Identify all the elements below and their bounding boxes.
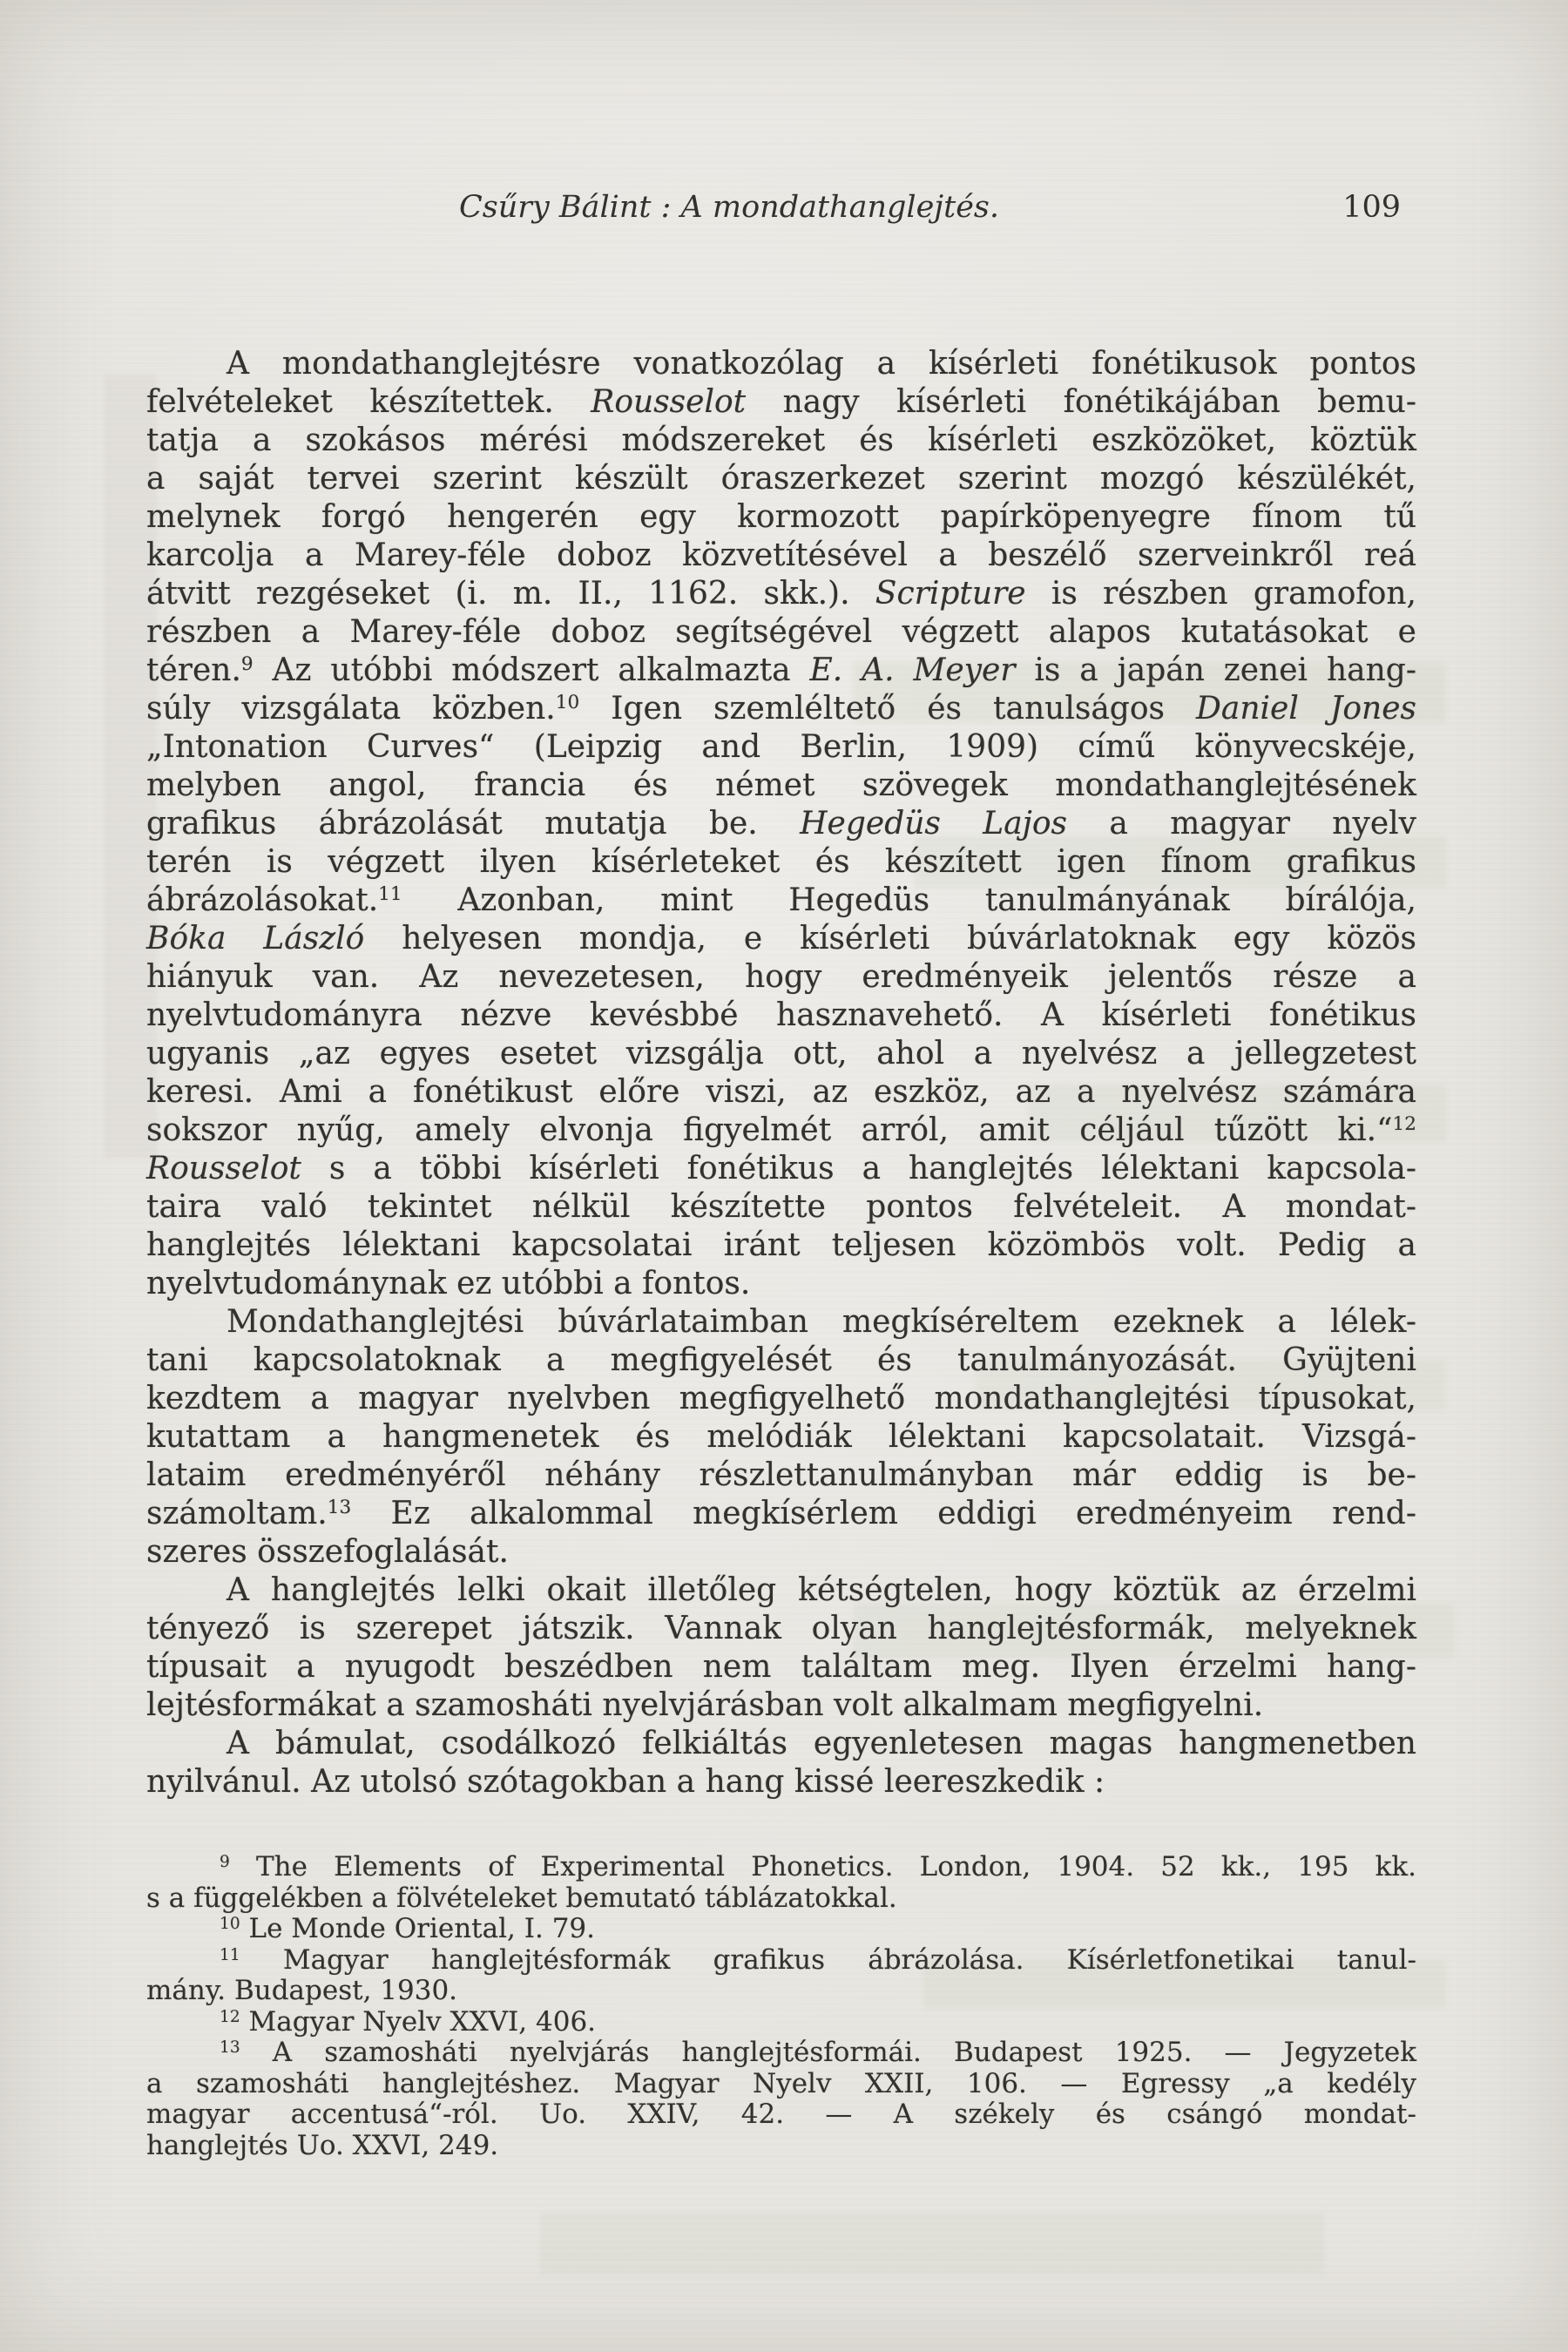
italic-name: Daniel Jones [1196,691,1416,727]
text-line: sokszor nyűg, amely elvonja figyelmét arról, amit céljául tűzött ki.“12 [146,1112,1416,1148]
text-line [146,1976,1416,2007]
text-line [146,1571,1416,1610]
text-segment: keresi. Ami a fonétikust előre viszi, az eszköz, az a nyelvész számára [146,1074,1416,1110]
text-line [146,345,1416,383]
scan-artifact [540,2213,1324,2274]
text-line: 9 The Elements of Experimental Phonetics. London, 1904. 52 kk., 195 kk. [220,1851,1416,1882]
text-segment: Az utóbbi módszert alkalmazta [253,652,810,688]
text-segment: nyilvánul. Az utolsó szótagokban a hang kissé leereszkedik : [146,1764,1105,1800]
body-text [146,345,1416,1801]
text-line [146,575,1416,613]
footnote-9 [146,1852,1416,1914]
running-head-title: Csűry Bálint : A mondathanglejtés. [458,190,1000,225]
text-line [146,2131,1416,2162]
text-segment: helyesen mondja, e kísérleti búvárlatoknak egy közös [364,921,1416,956]
text-line [146,2069,1416,2100]
italic-name: E. A. Meyer [809,652,1016,688]
text-segment: típusait a nyugodt beszédben nem találtam meg. Ilyen érzelmi hang- [146,1649,1416,1685]
text-segment: Le Monde Oriental, I. 79. [240,1913,596,1944]
page-number: 109 [1342,190,1401,225]
text-line [146,843,1416,882]
text-segment: nyelvtudományra nézve kevésbbé hasznavehető. A kísérleti fonétikus [146,997,1416,1033]
text-segment: s a függelékben a fölvételeket bemutató táblázatokkal. [146,1882,897,1914]
text-segment: mány. Budapest, 1930. [146,1975,458,2006]
text-line [146,997,1416,1035]
text-line [146,1188,1416,1227]
text-line [146,1610,1416,1648]
text-segment: grafikus ábrázolását mutatja be. [146,806,801,841]
text-line [146,1686,1416,1725]
text-line [146,460,1416,498]
text-line [146,728,1416,767]
text-segment: lataim eredményéről néhány részlettanulmányban már eddig is be- [146,1457,1416,1493]
text-line [146,1648,1416,1686]
text-line: 12 Magyar Nyelv XXVI, 406. [220,2005,597,2038]
text-line [146,1533,1416,1571]
text-line [146,767,1416,805]
text-segment: nyelvtudománynak ez utóbbi a fontos. [146,1266,751,1301]
paragraph-1 [146,345,1416,1303]
paragraph-4 [146,1725,1416,1801]
footnote-11 [146,1945,1416,2007]
text-line: 11 Magyar hanglejtésformák grafikus ábrázolása. Kísérletfonetikai tanul- [220,1943,1416,1976]
text-segment: tani kapcsolatoknak a megfigyelését és tanulmányozását. Gyüjteni [146,1342,1416,1378]
text-line [146,1227,1416,1265]
italic-name: Bóka László [146,921,365,956]
text-line [146,537,1416,575]
text-line [146,1725,1416,1763]
text-segment: melyben angol, francia és német szövegek mondathanglejtésének [146,767,1416,803]
text-segment: súly vizsgálata közben. [146,691,556,727]
text-segment: szeres összefoglalását. [146,1534,509,1570]
text-line [146,383,1416,422]
text-segment: sokszor nyűg, amely elvonja figyelmét arról, amit céljául tűzött ki.“ [146,1112,1393,1148]
text-line [146,1456,1416,1495]
text-segment: is a japán zenei hang- [1015,652,1416,688]
italic-name: Hegedüs Lajos [800,806,1067,841]
text-line: ábrázolásokat.11 Azonban, mint Hegedüs tanulmányának bírálója, [146,882,1416,918]
text-segment: s a többi kísérleti fonétikus a hanglejtés lélektani kapcsola- [301,1151,1416,1186]
text-segment: tatja a szokásos mérési módszereket és kísérleti eszközöket, köztük [146,422,1416,458]
text-segment: A mondathanglejtésre vonatkozólag a kísérleti fonétikusok pontos [226,346,1416,382]
text-line [146,958,1416,997]
footnote-10 [146,1914,1416,1945]
text-segment: ábrázolásokat. [146,882,379,918]
italic-name: Rousselot [146,1151,301,1186]
paragraph-2 [146,1303,1416,1571]
text-segment: részben a Marey-féle doboz segítségével végzett alapos kutatásokat e [146,614,1416,650]
text-segment: Azonban, mint Hegedüs tanulmányának bírálója, [402,882,1416,918]
text-segment: hiányuk van. Az nevezetesen, hogy eredményeik jelentős része a [146,959,1416,995]
text-segment: A bámulat, csodálkozó felkiáltás egyenletesen magas hangmenetben [226,1726,1416,1761]
text-line: 13 A szamosháti nyelvjárás hanglejtésformái. Budapest 1925. — Jegyzetek [220,2037,1416,2068]
text-line [146,2099,1416,2131]
text-segment: hanglejtés Uo. XXVI, 249. [146,2129,499,2161]
text-segment: Ez alkalommal megkísérlem eddigi eredményeim rend- [351,1496,1416,1531]
text-segment: kutattam a hangmenetek és melódiák lélektani kapcsolatait. Vizsgá- [146,1419,1416,1455]
text-line [146,1150,1416,1188]
text-line [146,920,1416,958]
text-segment: melynek forgó hengerén egy kormozott papírköpenyegre fínom tű [146,499,1416,535]
text-segment: a szamosháti hanglejtéshez. Magyar Nyelv XXII, 106. — Egressy „a kedély [146,2067,1416,2099]
text-line [146,1380,1416,1418]
text-segment: átvitt rezgéseket (i. m. II., 1162. skk.). [146,576,875,612]
text-line [146,1035,1416,1073]
text-line [146,1418,1416,1456]
text-segment: A hanglejtés lelki okait illetőleg kétségtelen, hogy köztük az érzelmi [226,1572,1416,1608]
text-segment: kezdtem a magyar nyelvben megfigyelhető mondathanglejtési típusokat, [146,1381,1416,1416]
text-segment: The Elements of Experimental Phonetics. London, 1904. 52 kk., 195 kk. [229,1851,1416,1882]
text-segment: nagy kísérleti fonétikájában bemu- [746,384,1416,420]
text-segment: Igen szemléltető és tanulságos [579,691,1197,727]
text-line [146,1303,1416,1342]
text-segment: ugyanis „az egyes esetet vizsgálja ott, ahol a nyelvész a jellegzetest [146,1036,1416,1071]
text-line: számoltam.13 Ez alkalommal megkísérlem eddigi eredményeim rend- [146,1496,1416,1531]
italic-name: Scripture [875,576,1026,612]
text-line [146,498,1416,537]
text-line [146,1883,1416,1915]
text-segment: lejtésformákat a szamosháti nyelvjárásban volt alkalmam megfigyelni. [146,1687,1264,1723]
text-line [146,1763,1416,1801]
text-segment: taira való tekintet nélkül készítette pontos felvételeit. A mondat- [146,1189,1416,1225]
footnote-12 [146,2007,1416,2038]
text-segment: magyar accentusá“-ról. Uo. XXIV, 42. — A székely és csángó mondat- [146,2099,1416,2130]
text-segment: téren. [146,652,241,688]
text-segment: A szamosháti nyelvjárás hanglejtésformái. Budapest 1925. — Jegyzetek [240,2037,1416,2068]
footnotes [146,1852,1416,2161]
text-segment: „Intonation Curves“ (Leipzig and Berlin, 1909) című könyvecskéje, [146,729,1416,765]
text-line: súly vizsgálata közben.10 Igen szemléltető és tanulságos Daniel Jones [146,691,1416,727]
text-segment: karcolja a Marey-féle doboz közvetítésével a beszélő szerveinkről reá [146,537,1416,573]
text-line [146,1073,1416,1112]
text-segment: tényező is szerepet játszik. Vannak olyan hanglejtésformák, melyeknek [146,1611,1416,1646]
footnote-13 [146,2038,1416,2161]
running-head [146,188,1416,226]
text-segment: a saját tervei szerint készült óraszerkezet szerint mozgó készülékét, [146,461,1416,497]
italic-name: Rousselot [591,384,747,420]
text-segment: a magyar nyelv [1066,806,1416,841]
text-line [146,613,1416,652]
text-segment: Magyar Nyelv XXVI, 406. [240,2005,597,2038]
text-segment: Magyar hanglejtésformák grafikus ábrázolása. Kísérletfonetikai tanul- [240,1943,1416,1976]
text-segment: hanglejtés lélektani kapcsolatai iránt teljesen közömbös volt. Pedig a [146,1227,1416,1263]
text-segment: felvételeket készítettek. [146,384,591,420]
text-segment: Mondathanglejtési búvárlataimban megkíséreltem ezeknek a lélek- [226,1304,1416,1340]
text-line [146,805,1416,843]
text-line: téren.9 Az utóbbi módszert alkalmazta E. A. Meyer is a japán zenei hang- [146,652,1416,688]
text-segment: számoltam. [146,1496,328,1531]
text-segment: is részben gramofon, [1025,576,1416,612]
text-line [146,1265,1416,1303]
text-line [146,1342,1416,1380]
text-line [146,422,1416,460]
paragraph-3 [146,1571,1416,1725]
text-segment: terén is végzett ilyen kísérleteket és készített igen fínom grafikus [146,844,1416,880]
text-line: 10 Le Monde Oriental, I. 79. [220,1913,596,1944]
